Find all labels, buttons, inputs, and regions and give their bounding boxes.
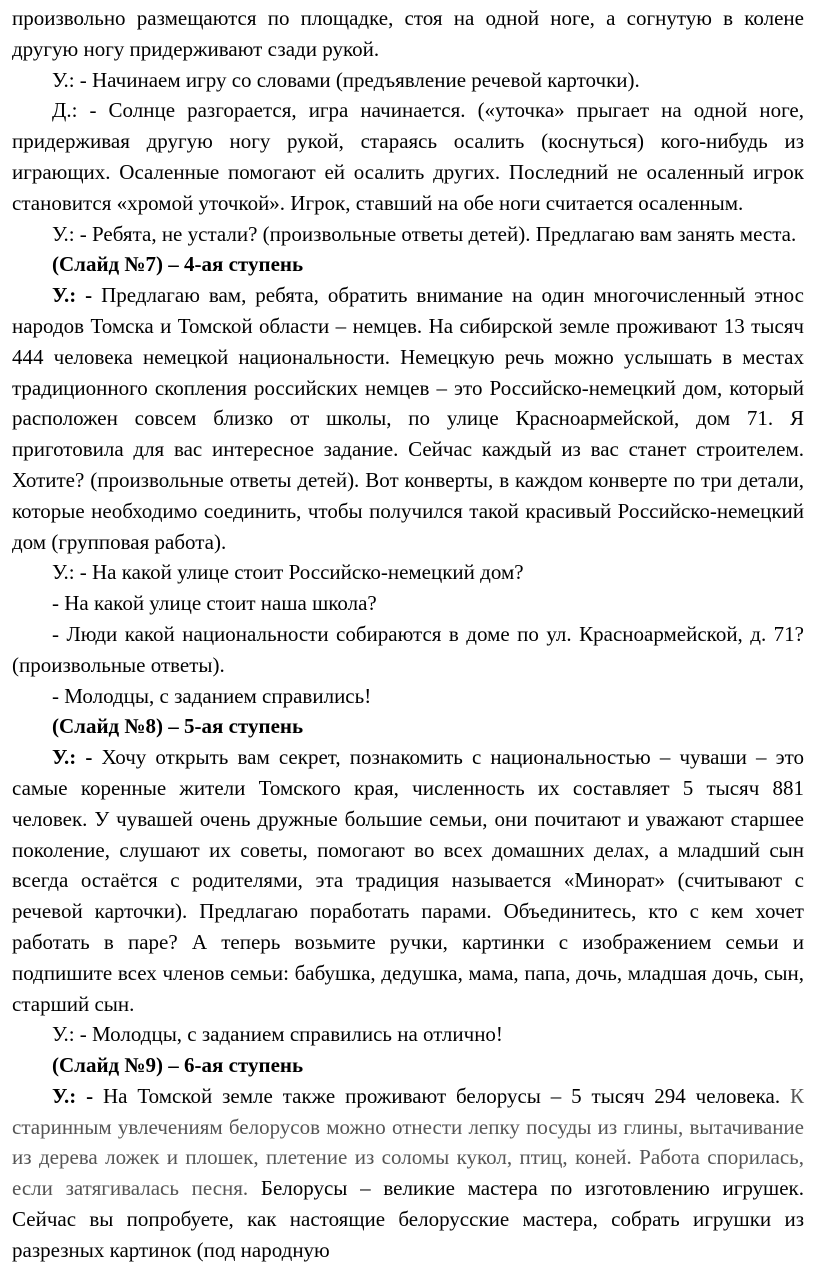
speaker-label: У.: - [52,283,93,308]
paragraph-chuvash [12,742,804,1019]
paragraph-praise: - Молодцы, с заданием справились! [52,683,372,708]
paragraph-question-school: - На какой улице стоит наша школа? [52,591,377,616]
heading-slide-8: (Слайд №8) – 5-ая ступень [52,714,304,739]
paragraph-praise-excellent: У.: - Молодцы, с заданием справились на отлично! [52,1022,503,1047]
paragraph-belarusians [12,1081,804,1266]
paragraph-children-game: Д.: - Солнце разгорается, игра начинается. («уточка» прыгает на одной ноге, придерживая другую ногу рукой, стараясь осалить (коснуться) кого-нибудь из играющих. Осаленные помогают ей осалить других. Последний не осаленный игрок становится «хромой уточкой». Игрок, ставший на обе ноги считается осаленным. [12,98,804,215]
heading-slide-7: (Слайд №7) – 4-ая ступень [52,252,304,277]
paragraph-text: Предлагаю вам, ребята, обратить внимание на один многочисленный этнос народов Томска и Томской области – немцев. На сибирской земле проживают 13 тысяч 444 человека немецкой национальности. Немецкую речь можно услышать в местах традиционного скопления российских немцев – это Российско-немецкий дом, который расположен совсем близко от школы, по улице Красноармейской, дом 71. Я приготовила для вас интересное задание. Сейчас каждый из вас станет строителем. Хотите? (произвольные ответы детей). Вот конверты, в каждом конверте по три детали, которые необходимо соединить, чтобы получился такой красивый Российско-немецкий дом (групповая работа). [12,283,804,554]
paragraph-text: На Томской земле также проживают белорусы – 5 тысяч 294 человека. [93,1083,781,1108]
heading-slide-9: (Слайд №9) – 6-ая ступень [52,1053,304,1078]
paragraph-question-street: У.: - На какой улице стоит Российско-немецкий дом? [52,560,524,585]
paragraph-text: Белорусы – великие мастера по изготовлению игрушек. Сейчас вы попробуете, как настоящие белорусские мастера, собрать игрушки из разрезных картинок (под народную [12,1176,804,1262]
speaker-label: У.: - [52,1083,94,1108]
paragraph-germans [12,280,804,557]
paragraph-game-rules: произвольно размещаются по площадке, стоя на одной ноге, а согнутую в колене другую ногу придерживают сзади рукой. [12,6,804,61]
paragraph-teacher-start: У.: - Начинаем игру со словами (предъявление речевой карточки). [52,67,640,92]
paragraph-teacher-tired: У.: - Ребята, не устали? (произвольные ответы детей). Предлагаю вам занять места. [52,221,797,246]
speaker-label: У.: - [52,745,93,770]
paragraph-text-gray: К старинным увлечениям белорусов можно отнести лепку посуды из глины, вытачивание из дерева ложек и плошек, плетение из соломы кукол, птиц, коней. Работа спорилась, если затягивалась песня. [12,1083,804,1201]
paragraph-text: Хочу открыть вам секрет, познакомить с национальностью – чуваши – это самые коренные жители Томского края, численность их составляет 5 тысяч 881 человек. У чувашей очень дружные большие семьи, они почитают и уважают старшее поколение, слушают их советы, помогают во всех домашних делах, а младший сын всегда остаётся с родителями, эта традиция называется «Минорат» (считывают с речевой карточки). Предлагаю поработать парами. Объединитесь, кто с кем хочет работать в паре? А теперь возьмите ручки, картинки с изображением семьи и подпишите всех членов семьи: бабушка, дедушка, мама, папа, дочь, младшая дочь, сын, старший сын. [12,745,804,1016]
paragraph-question-nationality: - Люди какой национальности собираются в доме по ул. Красноармейской, д. 71? (произвольные ответы). [12,621,804,677]
